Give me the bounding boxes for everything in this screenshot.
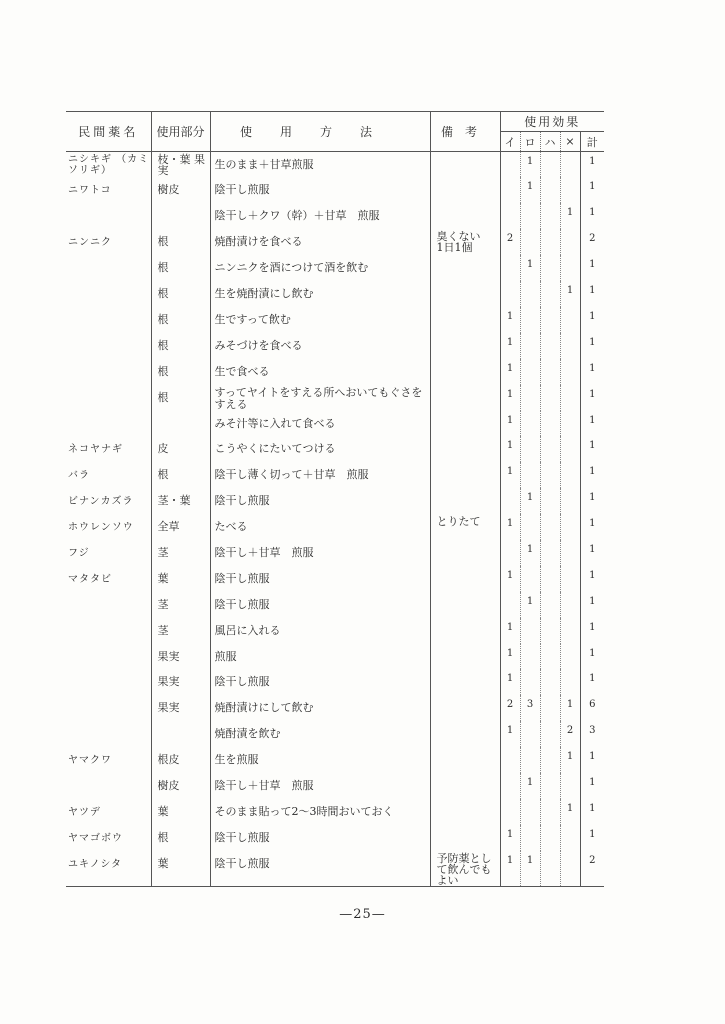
cell-note [430, 747, 500, 773]
cell-part: 葉 [151, 566, 210, 592]
cell-effect-ro [520, 229, 540, 255]
header-effect-x: × [560, 132, 580, 152]
table-row [66, 307, 604, 333]
cell-effect-i: 1 [500, 462, 520, 488]
table-row [66, 359, 604, 385]
table-row [66, 825, 604, 851]
cell-part: 果実 [151, 669, 210, 695]
cell-effect-ro: 1 [520, 152, 540, 178]
cell-effect-ro [520, 411, 540, 437]
cell-effect-ro [520, 307, 540, 333]
cell-method: すってヤイトをすえる所へおいてもぐさをすえる [210, 385, 430, 411]
cell-total: 1 [580, 436, 604, 462]
header-part: 使用部分 [151, 112, 210, 152]
table-row [66, 773, 604, 799]
cell-medicine-name [66, 721, 151, 747]
cell-effect-x [560, 177, 580, 203]
cell-method: 陰干し＋甘草 煎服 [210, 773, 430, 799]
table-row [66, 488, 604, 514]
cell-effect-ro [520, 644, 540, 670]
cell-part: 根 [151, 307, 210, 333]
cell-effect-i [500, 747, 520, 773]
cell-method: 陰干し煎服 [210, 177, 430, 203]
cell-effect-x [560, 488, 580, 514]
cell-note [430, 618, 500, 644]
cell-effect-ro [520, 436, 540, 462]
cell-effect-x [560, 566, 580, 592]
cell-effect-i [500, 177, 520, 203]
cell-effect-i: 1 [500, 721, 520, 747]
cell-total: 1 [580, 152, 604, 178]
cell-part: 果実 [151, 644, 210, 670]
cell-effect-i [500, 255, 520, 281]
cell-effect-i: 1 [500, 411, 520, 437]
cell-effect-x [560, 851, 580, 887]
cell-medicine-name [66, 695, 151, 721]
cell-effect-i [500, 773, 520, 799]
cell-medicine-name [66, 669, 151, 695]
cell-part: 根 [151, 229, 210, 255]
table-row [66, 566, 604, 592]
cell-total: 1 [580, 177, 604, 203]
cell-part: 根 [151, 255, 210, 281]
cell-part: 根 [151, 333, 210, 359]
cell-effect-i: 1 [500, 333, 520, 359]
cell-effect-ro: 1 [520, 255, 540, 281]
cell-note [430, 307, 500, 333]
cell-medicine-name [66, 255, 151, 281]
cell-method: みそづけを食べる [210, 333, 430, 359]
table-row [66, 514, 604, 540]
cell-medicine-name: ユキノシタ [66, 851, 151, 887]
cell-note [430, 721, 500, 747]
cell-medicine-name [66, 385, 151, 411]
cell-method: 焼酎漬を飲む [210, 721, 430, 747]
header-effect-ha: ハ [540, 132, 560, 152]
cell-medicine-name: ホウレンソウ [68, 522, 134, 534]
cell-effect-x [560, 385, 580, 411]
cell-effect-ha [540, 721, 560, 747]
cell-note: 予防薬とし て飲んでも よい [430, 851, 500, 887]
cell-part: 根 [151, 462, 210, 488]
cell-method: 焼酎漬けを食べる [210, 229, 430, 255]
cell-effect-x [560, 333, 580, 359]
cell-effect-ro [520, 799, 540, 825]
table-row [66, 411, 604, 437]
table-row [66, 644, 604, 670]
cell-medicine-name [66, 307, 151, 333]
header-effect: 使用効果 [500, 112, 604, 132]
cell-effect-x [560, 669, 580, 695]
cell-effect-ha [540, 592, 560, 618]
cell-effect-ro: 1 [520, 773, 540, 799]
cell-effect-ha [540, 281, 560, 307]
cell-total: 1 [580, 618, 604, 644]
cell-total: 1 [580, 566, 604, 592]
cell-part: 樹皮 [151, 773, 210, 799]
cell-total: 1 [580, 359, 604, 385]
cell-effect-ro: 1 [520, 177, 540, 203]
table-row [66, 385, 604, 411]
header-effect-ro: ロ [520, 132, 540, 152]
cell-effect-ha [540, 255, 560, 281]
cell-note [430, 592, 500, 618]
header-effect-i: イ [500, 132, 520, 152]
cell-medicine-name: ニワトコ [68, 185, 112, 197]
folk-medicine-table [66, 111, 604, 887]
cell-effect-x [560, 618, 580, 644]
cell-method: 焼酎漬けにして飲む [210, 695, 430, 721]
cell-effect-x [560, 152, 580, 178]
cell-method: 煎服 [210, 644, 430, 670]
cell-note [430, 411, 500, 437]
cell-method: 陰干し煎服 [210, 592, 430, 618]
cell-part: 根 [151, 281, 210, 307]
cell-effect-ha [540, 229, 560, 255]
cell-note [430, 825, 500, 851]
cell-method: みそ汁等に入れて食べる [210, 411, 430, 437]
cell-note [430, 644, 500, 670]
table-row [66, 618, 604, 644]
cell-method: たべる [210, 514, 430, 540]
cell-effect-i [500, 592, 520, 618]
table-row [66, 177, 604, 203]
cell-effect-ha [540, 359, 560, 385]
table-row [66, 540, 604, 566]
cell-effect-x: 1 [560, 695, 580, 721]
cell-medicine-name: ビナンカズラ [68, 496, 134, 508]
cell-note [430, 385, 500, 411]
cell-total: 1 [580, 540, 604, 566]
cell-method: 陰干し煎服 [210, 851, 430, 887]
cell-effect-ha [540, 152, 560, 178]
cell-effect-ro [520, 281, 540, 307]
cell-effect-i [500, 540, 520, 566]
cell-effect-i [500, 281, 520, 307]
cell-total: 1 [580, 333, 604, 359]
cell-medicine-name [66, 618, 151, 644]
cell-effect-ha [540, 385, 560, 411]
table-row [66, 152, 604, 178]
cell-effect-i [500, 152, 520, 178]
cell-effect-i [500, 203, 520, 229]
cell-note [430, 566, 500, 592]
table-row [66, 695, 604, 721]
cell-method: 生のまま＋甘草煎服 [210, 152, 430, 178]
cell-part: 茎 [151, 540, 210, 566]
cell-method: 生ですって飲む [210, 307, 430, 333]
cell-effect-x [560, 514, 580, 540]
cell-note [430, 177, 500, 203]
cell-effect-ha [540, 773, 560, 799]
cell-medicine-name [66, 333, 151, 359]
cell-effect-x: 2 [560, 721, 580, 747]
cell-effect-ha [540, 203, 560, 229]
cell-part: 根 [151, 359, 210, 385]
cell-effect-x: 1 [560, 799, 580, 825]
cell-effect-ro [520, 747, 540, 773]
cell-medicine-name: バラ [68, 470, 90, 482]
cell-effect-x: 1 [560, 203, 580, 229]
cell-part: 枝・葉 果実 [151, 152, 210, 178]
cell-note [430, 669, 500, 695]
cell-effect-ro [520, 721, 540, 747]
cell-part: 茎 [151, 592, 210, 618]
cell-medicine-name: ヤマクワ [68, 755, 112, 767]
table-row [66, 721, 604, 747]
cell-effect-x [560, 462, 580, 488]
cell-effect-ro [520, 333, 540, 359]
cell-effect-ro: 1 [520, 540, 540, 566]
cell-method: 生を煎服 [210, 747, 430, 773]
cell-note: 臭くない 1日1個 [430, 229, 500, 255]
cell-effect-ha [540, 825, 560, 851]
table-row [66, 333, 604, 359]
header-note: 備考 [430, 112, 500, 152]
cell-effect-i: 1 [500, 514, 520, 540]
table-row [66, 669, 604, 695]
cell-note: とりたて [430, 514, 500, 540]
cell-note [430, 488, 500, 514]
cell-total: 1 [580, 385, 604, 411]
cell-effect-ro [520, 359, 540, 385]
cell-part [151, 203, 210, 229]
cell-medicine-name [66, 281, 151, 307]
cell-note [430, 540, 500, 566]
cell-medicine-name: フジ [68, 547, 90, 559]
cell-note [430, 436, 500, 462]
cell-note [430, 333, 500, 359]
cell-part [151, 721, 210, 747]
cell-effect-ha [540, 462, 560, 488]
cell-method: 生を焼酎漬にし飲む [210, 281, 430, 307]
cell-method: 陰干し＋甘草 煎服 [210, 540, 430, 566]
cell-effect-i: 1 [500, 436, 520, 462]
cell-effect-x [560, 825, 580, 851]
cell-medicine-name [66, 359, 151, 385]
cell-note [430, 255, 500, 281]
cell-effect-ha [540, 514, 560, 540]
cell-method: そのまま貼って2〜3時間おいておく [210, 799, 430, 825]
cell-part: 茎・葉 [151, 488, 210, 514]
cell-method: 生で食べる [210, 359, 430, 385]
cell-method: 陰干し煎服 [210, 488, 430, 514]
cell-total: 1 [580, 255, 604, 281]
cell-effect-ro [520, 825, 540, 851]
cell-effect-i: 1 [500, 825, 520, 851]
cell-method: 陰干し＋クワ（幹）＋甘草 煎服 [210, 203, 430, 229]
cell-medicine-name [66, 203, 151, 229]
cell-method: 風呂に入れる [210, 618, 430, 644]
cell-total: 1 [580, 773, 604, 799]
cell-total: 1 [580, 411, 604, 437]
cell-total: 1 [580, 825, 604, 851]
cell-part: 根皮 [151, 747, 210, 773]
cell-effect-i [500, 488, 520, 514]
cell-total: 1 [580, 644, 604, 670]
cell-effect-ha [540, 644, 560, 670]
cell-effect-i: 2 [500, 695, 520, 721]
cell-total: 2 [580, 851, 604, 887]
cell-effect-ha [540, 540, 560, 566]
cell-effect-i: 1 [500, 359, 520, 385]
table-row [66, 747, 604, 773]
cell-effect-ha [540, 747, 560, 773]
cell-effect-ha [540, 799, 560, 825]
cell-medicine-name: マタタビ [68, 573, 112, 585]
cell-method: 陰干し煎服 [210, 669, 430, 695]
table-row [66, 462, 604, 488]
cell-total: 3 [580, 721, 604, 747]
cell-medicine-name: ネコヤナギ [68, 444, 123, 456]
cell-effect-x [560, 644, 580, 670]
cell-effect-ha [540, 411, 560, 437]
cell-effect-i: 2 [500, 229, 520, 255]
page-number: —25— [339, 907, 386, 922]
cell-medicine-name: ニンニク [68, 237, 112, 249]
table-row [66, 203, 604, 229]
cell-part: 皮 [151, 436, 210, 462]
cell-effect-ro [520, 566, 540, 592]
cell-note [430, 799, 500, 825]
cell-total: 1 [580, 799, 604, 825]
cell-part: 樹皮 [151, 177, 210, 203]
cell-note [430, 203, 500, 229]
cell-effect-ha [540, 307, 560, 333]
cell-effect-ro [520, 669, 540, 695]
cell-effect-i: 1 [500, 307, 520, 333]
cell-effect-x [560, 436, 580, 462]
cell-part: 葉 [151, 799, 210, 825]
cell-note [430, 359, 500, 385]
cell-note [430, 773, 500, 799]
cell-note [430, 695, 500, 721]
cell-part [151, 411, 210, 437]
header-name: 民間薬名 [66, 112, 151, 152]
cell-method: 陰干し煎服 [210, 566, 430, 592]
cell-total: 1 [580, 203, 604, 229]
cell-effect-i: 1 [500, 566, 520, 592]
table-row [66, 255, 604, 281]
cell-effect-x: 1 [560, 281, 580, 307]
cell-effect-x [560, 307, 580, 333]
cell-effect-ro: 1 [520, 488, 540, 514]
cell-medicine-name [66, 592, 151, 618]
cell-effect-ro [520, 385, 540, 411]
cell-effect-i: 1 [500, 851, 520, 887]
cell-total: 1 [580, 462, 604, 488]
cell-total: 1 [580, 514, 604, 540]
cell-effect-i [500, 799, 520, 825]
cell-method: 陰干し薄く切って＋甘草 煎服 [210, 462, 430, 488]
table-row [66, 592, 604, 618]
cell-effect-x [560, 540, 580, 566]
cell-effect-ha [540, 618, 560, 644]
cell-effect-ha [540, 669, 560, 695]
cell-total: 1 [580, 281, 604, 307]
cell-part: 根 [151, 385, 210, 411]
cell-total: 2 [580, 229, 604, 255]
cell-effect-i: 1 [500, 618, 520, 644]
cell-total: 1 [580, 747, 604, 773]
table-row [66, 229, 604, 255]
cell-effect-x [560, 255, 580, 281]
cell-effect-ha [540, 488, 560, 514]
cell-medicine-name [66, 411, 151, 437]
cell-effect-ro: 1 [520, 592, 540, 618]
cell-effect-x [560, 592, 580, 618]
cell-total: 6 [580, 695, 604, 721]
cell-total: 1 [580, 488, 604, 514]
cell-note [430, 281, 500, 307]
cell-part: 葉 [151, 851, 210, 887]
cell-note [430, 462, 500, 488]
cell-medicine-name: ヤツデ [68, 806, 101, 818]
cell-method: こうやくにたいてつける [210, 436, 430, 462]
cell-part: 果実 [151, 695, 210, 721]
cell-total: 1 [580, 592, 604, 618]
cell-medicine-name: ニシキギ （カミソリギ） [68, 154, 150, 176]
cell-effect-ha [540, 851, 560, 887]
cell-method: 陰干し煎服 [210, 825, 430, 851]
cell-note [430, 152, 500, 178]
cell-effect-ha [540, 177, 560, 203]
cell-effect-ha [540, 695, 560, 721]
header-method: 使用方法 [210, 112, 430, 152]
cell-total: 1 [580, 307, 604, 333]
cell-total: 1 [580, 669, 604, 695]
cell-effect-ha [540, 566, 560, 592]
cell-effect-x: 1 [560, 747, 580, 773]
cell-effect-x [560, 229, 580, 255]
cell-medicine-name: ヤマゴボウ [68, 832, 123, 844]
table-row [66, 436, 604, 462]
cell-effect-x [560, 359, 580, 385]
cell-effect-i: 1 [500, 385, 520, 411]
cell-medicine-name [66, 644, 151, 670]
cell-part: 全草 [151, 514, 210, 540]
cell-method: ニンニクを酒につけて酒を飲む [210, 255, 430, 281]
table-row [66, 281, 604, 307]
cell-effect-i: 1 [500, 644, 520, 670]
cell-part: 茎 [151, 618, 210, 644]
cell-effect-ro [520, 203, 540, 229]
table-row [66, 799, 604, 825]
cell-effect-x [560, 773, 580, 799]
cell-effect-ro: 3 [520, 695, 540, 721]
cell-effect-ha [540, 436, 560, 462]
cell-effect-ha [540, 333, 560, 359]
table-row [66, 851, 604, 887]
cell-effect-ro [520, 618, 540, 644]
cell-part: 根 [151, 825, 210, 851]
cell-effect-ro [520, 514, 540, 540]
cell-effect-i: 1 [500, 669, 520, 695]
cell-effect-x [560, 411, 580, 437]
cell-effect-ro: 1 [520, 851, 540, 887]
header-total: 計 [580, 132, 604, 152]
cell-medicine-name [66, 773, 151, 799]
cell-effect-ro [520, 462, 540, 488]
